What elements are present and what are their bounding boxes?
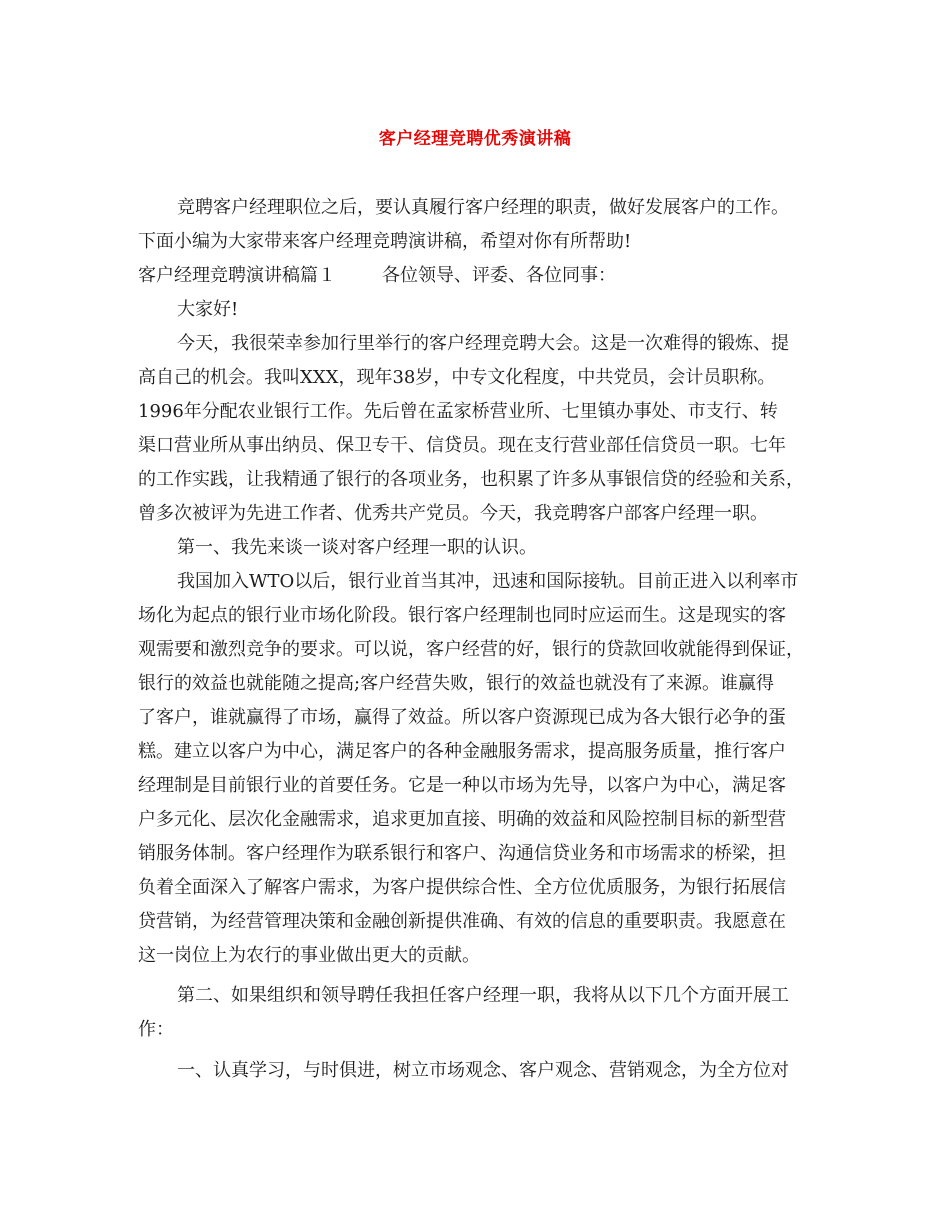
paragraph-line: 我国加入WTO以后，银行业首当其冲，迅速和国际接轨。目前正进入以利率市 — [177, 571, 799, 592]
paragraph-line: 下面小编为大家带来客户经理竞聘演讲稿，希望对你有所帮助! — [138, 231, 632, 252]
paragraph-line: 渠口营业所从事出纳员、保卫专干、信贷员。现在支行营业部任信贷员一职。七年 — [138, 435, 786, 456]
paragraph-line: 一、认真学习，与时俱进，树立市场观念、客户观念、营销观念，为全方位对 — [177, 1060, 789, 1081]
paragraph-line: 场化为起点的银行业市场化阶段。银行客户经理制也同时应运而生。这是现实的客 — [138, 605, 786, 626]
paragraph-line: 糕。建立以客户为中心，满足客户的各种金融服务需求，提高服务质量，推行客户 — [138, 741, 786, 762]
paragraph-line: 销服务体制。客户经理作为联系银行和客户、沟通信贷业务和市场需求的桥梁，担 — [138, 843, 786, 864]
speech-heading: 客户经理竞聘演讲稿篇１ — [138, 265, 336, 286]
document-title: 客户经理竞聘优秀演讲稿 — [378, 129, 572, 149]
paragraph-line: 银行的效益也就能随之提高;客户经营失败，银行的效益也就没有了来源。谁赢得 — [138, 673, 775, 694]
section-line: 第一、我先来谈一谈对客户经理一职的认识。 — [177, 537, 537, 558]
paragraph-line: 贷营销，为经营管理决策和金融创新提供准确、有效的信息的重要职责。我愿意在 — [138, 911, 786, 932]
paragraph-line: 了客户，谁就赢得了市场，赢得了效益。所以客户资源现已成为各大银行必争的蛋 — [138, 707, 786, 728]
paragraph-line: 今天，我很荣幸参加行里举行的客户经理竞聘大会。这是一次难得的锻炼、提 — [177, 333, 789, 354]
paragraph-line: 高自己的机会。我叫XXX，现年38岁，中专文化程度，中共党员，会计员职称。 — [138, 367, 776, 388]
section-line: 第二、如果组织和领导聘任我担任客户经理一职，我将从以下几个方面开展工 — [177, 985, 789, 1006]
paragraph-line: 1996年分配农业银行工作。先后曾在孟家桥营业所、七里镇办事处、市支行、转 — [138, 401, 778, 422]
paragraph-line: 户多元化、层次化金融需求，追求更加直接、明确的效益和风险控制目标的新型营 — [138, 809, 786, 830]
speech-heading-line — [138, 263, 616, 289]
section-line: 作： — [138, 1019, 174, 1040]
paragraph-line: 这一岗位上为农行的事业做出更大的贡献。 — [138, 945, 480, 966]
paragraph-line: 曾多次被评为先进工作者、优秀共产党员。今天，我竞聘客户部客户经理一职。 — [138, 503, 768, 524]
salutation: 各位领导、评委、各位同事： — [382, 265, 616, 286]
paragraph-line: 负着全面深入了解客户需求，为客户提供综合性、全方位优质服务，为银行拓展信 — [138, 877, 786, 898]
greeting-line: 大家好! — [177, 299, 239, 320]
paragraph-line: 的工作实践，让我精通了银行的各项业务，也积累了许多从事银信贷的经验和关系， — [138, 469, 804, 490]
paragraph-line: 经理制是目前银行业的首要任务。它是一种以市场为先导，以客户为中心，满足客 — [138, 775, 786, 796]
paragraph-line: 观需要和激烈竞争的要求。可以说，客户经营的好，银行的贷款回收就能得到保证， — [138, 639, 804, 660]
paragraph-line: 竞聘客户经理职位之后，要认真履行客户经理的职责，做好发展客户的工作。 — [177, 197, 789, 218]
